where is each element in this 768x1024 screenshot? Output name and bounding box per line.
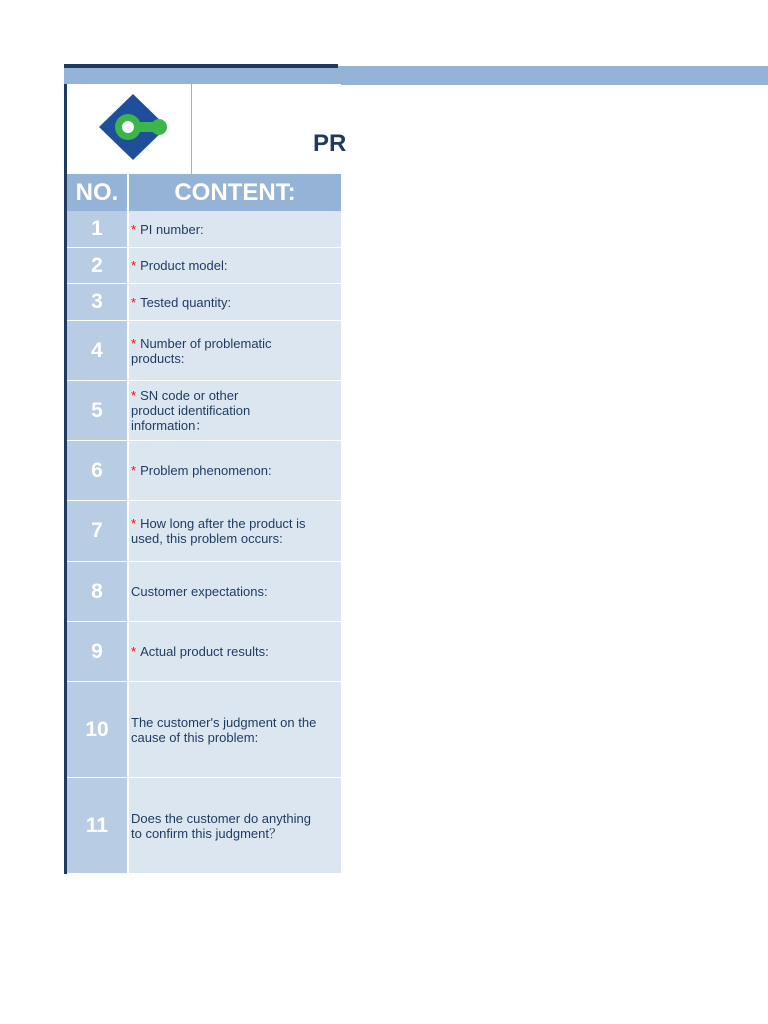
row-label-text: Does the customer do anything to confirm this judgment？ [131,810,311,841]
row-label-text: Problem phenomenon: [140,463,272,478]
form-sheet [64,84,347,874]
top-header-band [64,66,768,85]
row-label [131,388,250,433]
row-number: 9 [67,622,127,681]
row-label-text: SN code or other product identification information： [131,388,251,433]
row-number: 11 [67,778,127,873]
row-label-cell[interactable] [129,622,341,681]
table-row [67,501,341,562]
row-label-cell[interactable] [129,321,341,380]
row-number: 4 [67,321,127,380]
required-marker: * [131,463,137,478]
row-number: 1 [67,211,127,247]
row-label [131,336,272,366]
logo-cell [67,84,192,174]
row-label [131,516,306,546]
row-number: 7 [67,501,127,561]
company-logo-icon [99,94,169,160]
row-number: 3 [67,284,127,320]
row-label-text: Tested quantity: [140,294,232,310]
table-row [67,248,341,284]
row-label-cell[interactable] [129,501,341,561]
row-label-cell[interactable] [129,778,341,873]
row-label-cell[interactable] [129,682,341,777]
table-row [67,441,341,501]
row-number: 10 [67,682,127,777]
row-number: 2 [67,248,127,283]
required-marker: * [131,644,137,659]
column-header-content: CONTENT: [129,174,341,211]
row-label-text: PI number: [140,221,204,237]
table-row [67,321,341,381]
row-number: 6 [67,441,127,500]
form-title: PR [313,130,347,157]
row-number: 5 [67,381,127,440]
table-row [67,622,341,682]
table-row [67,381,341,441]
required-marker: * [131,516,137,531]
row-label-cell[interactable] [129,562,341,621]
table-row [67,682,341,778]
table-row [67,284,341,321]
row-label [131,222,204,237]
required-marker: * [131,221,137,237]
row-label-cell[interactable] [129,284,341,320]
row-label-cell[interactable] [129,211,341,247]
row-label-text: How long after the product is used, this problem occurs: [131,516,306,546]
row-label-cell[interactable] [129,381,341,440]
row-label [131,295,231,310]
row-label-text: The customer's judgment on the cause of this problem: [131,714,317,745]
row-label-text: Number of problematic products: [131,335,272,366]
row-label [131,463,272,478]
top-border-line [64,64,338,68]
required-marker: * [131,258,137,273]
row-label-text: Actual product results: [140,644,269,659]
row-label [131,715,316,745]
table-row [67,778,341,874]
title-cell [191,84,347,174]
sheet-header [67,84,347,174]
row-label [131,644,269,659]
table-row [67,562,341,622]
row-label-cell[interactable] [129,441,341,500]
row-number: 8 [67,562,127,621]
row-label [131,258,228,273]
column-header-no: NO. [67,174,127,211]
table-row [67,211,341,248]
required-marker: * [131,388,137,403]
row-label [131,584,268,599]
row-label-text: Product model: [140,258,228,273]
row-label-text: Customer expectations: [131,584,268,599]
row-label [131,811,311,841]
required-marker: * [131,294,137,310]
required-marker: * [131,335,137,351]
row-label-cell[interactable] [129,248,341,283]
